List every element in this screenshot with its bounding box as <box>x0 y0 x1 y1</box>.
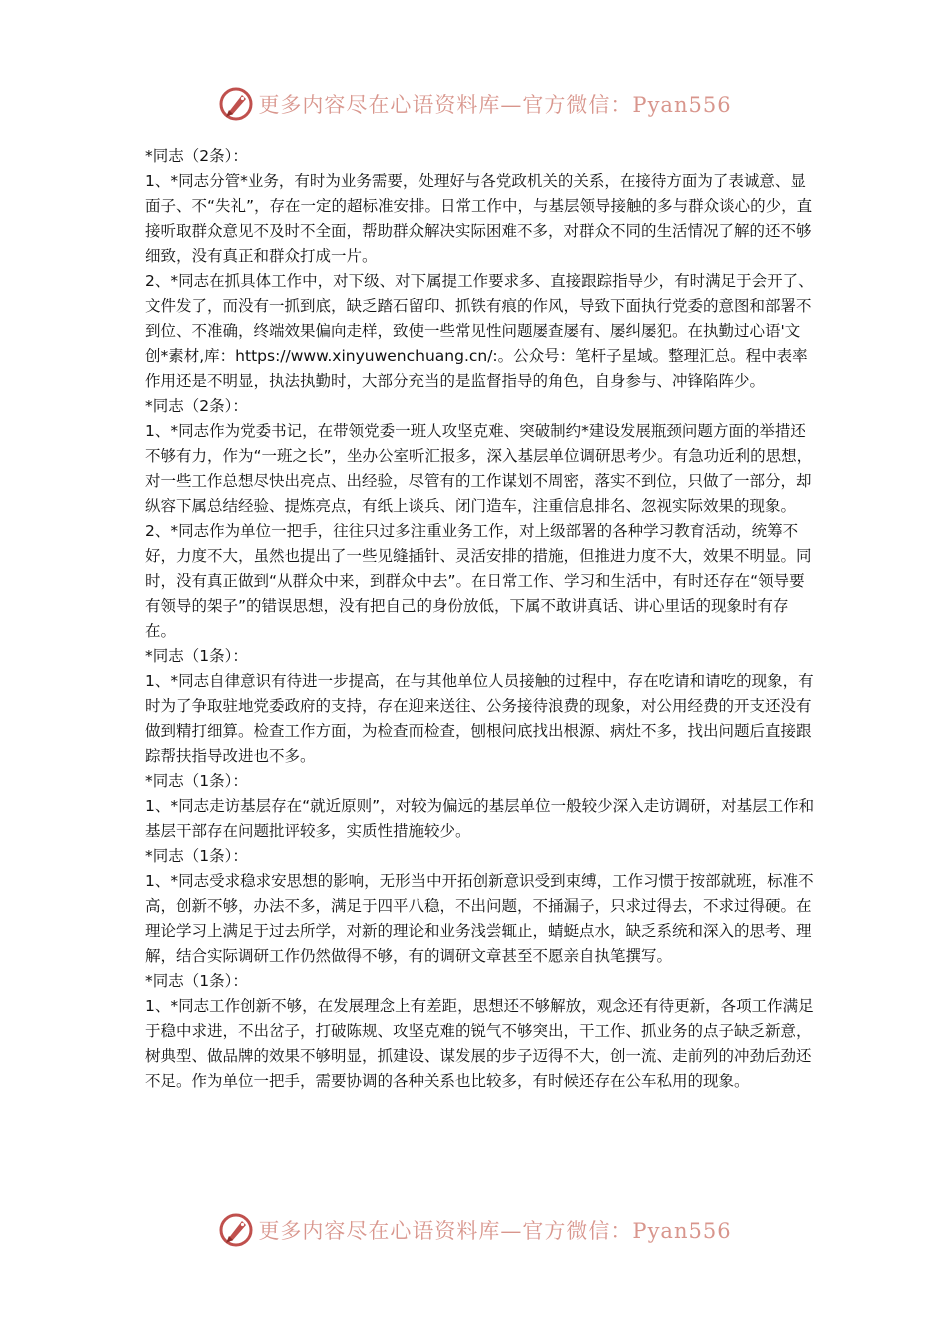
section-heading: *同志（1条）： <box>145 772 248 790</box>
paragraph: 1、*同志受求稳求安思想的影响，无形当中开拓创新意识受到束缚，工作习惯于按部就班，标准不高，创新不够，办法不多，满足于四平八稳，不出问题，不捅漏子，只求过得去，不求过得硬。在理论学习上满足于过去所学，对新的理论和业务浅尝辄止，蜻蜓点水，缺乏系统和深入的思考、理解，结合实际调研工作仍然做得不够，有的调研文章甚至不愿亲自执笔撰写。 <box>145 872 814 965</box>
paragraph: 2、*同志作为单位一把手，往往只过多注重业务工作，对上级部署的各种学习教育活动，统筹不好，力度不大，虽然也提出了一些见缝插针、灵活安排的措施，但推进力度不大，效果不明显。同时，没有真正做到“从群众中来，到群众中去”。在日常工作、学习和生活中，有时还存在“领导要有领导的架子”的错误思想，没有把自己的身份放低，下属不敢讲真话、讲心里话的现象时有存在。 <box>145 522 812 640</box>
section-heading: *同志（1条）： <box>145 847 248 865</box>
document-body <box>145 144 815 1094</box>
pen-nib-logo-icon <box>218 86 254 122</box>
pen-nib-logo-icon <box>218 1212 254 1248</box>
banner-text: 更多内容尽在心语资料库—官方微信：Pyan556 <box>258 93 732 117</box>
section-heading: *同志（1条）： <box>145 647 248 665</box>
section-heading: *同志（2条）： <box>145 147 248 165</box>
header-watermark-banner <box>0 84 950 124</box>
section-heading: *同志（2条）： <box>145 397 248 415</box>
paragraph: 2、*同志在抓具体工作中，对下级、对下属提工作要求多、直接跟踪指导少，有时满足于会开了、文件发了，而没有一抓到底，缺乏踏石留印、抓铁有痕的作风，导致下面执行党委的意图和部署不到位、不准确，终端效果偏向走样，致使一些常见性问题屡查屡有、屡纠屡犯。在执勤过心语'文创*素材,库：https://www.xinyuwenchuang.cn/:。公众号：笔杆子星域。整理汇总。程中表率作用还是不明显，执法执勤时，大部分充当的是监督指导的角色，自身参与、冲锋陷阵少。 <box>145 272 814 390</box>
paragraph: 1、*同志作为党委书记，在带领党委一班人攻坚克难、突破制约*建设发展瓶颈问题方面的举措还不够有力，作为“一班之长”，坐办公室听汇报多，深入基层单位调研思考少。有急功近利的思想，对一些工作总想尽快出亮点、出经验，尽管有的工作谋划不周密，落实不到位，只做了一部分，却纵容下属总结经验、提炼亮点，有纸上谈兵、闭门造车，注重信息排名、忽视实际效果的现象。 <box>145 422 813 515</box>
footer-watermark-banner <box>0 1210 950 1250</box>
banner-text: 更多内容尽在心语资料库—官方微信：Pyan556 <box>258 1219 732 1243</box>
paragraph: 1、*同志自律意识有待进一步提高，在与其他单位人员接触的过程中，存在吃请和请吃的现象，有时为了争取驻地党委政府的支持，存在迎来送往、公务接待浪费的现象，对公用经费的开支还没有做到精打细算。检查工作方面，为检查而检查，刨根问底找出根源、病灶不多，找出问题后直接跟踪帮扶指导改进也不多。 <box>145 672 814 765</box>
paragraph: 1、*同志走访基层存在“就近原则”，对较为偏远的基层单位一般较少深入走访调研，对基层工作和基层干部存在问题批评较多，实质性措施较少。 <box>145 797 815 840</box>
paragraph: 1、*同志分管*业务，有时为业务需要，处理好与各党政机关的关系，在接待方面为了表诚意、显面子、不“失礼”，存在一定的超标准安排。日常工作中，与基层领导接触的多与群众谈心的少，直接听取群众意见不及时不全面，帮助群众解决实际困难不多，对群众不同的生活情况了解的还不够细致，没有真正和群众打成一片。 <box>145 172 813 265</box>
section-heading: *同志（1条）： <box>145 972 248 990</box>
paragraph: 1、*同志工作创新不够，在发展理念上有差距，思想还不够解放，观念还有待更新，各项工作满足于稳中求进，不出岔子，打破陈规、攻坚克难的锐气不够突出，干工作、抓业务的点子缺乏新意，树典型、做品牌的效果不够明显，抓建设、谋发展的步子迈得不大，创一流、走前列的冲劲后劲还不足。作为单位一把手，需要协调的各种关系也比较多，有时候还存在公车私用的现象。 <box>145 997 814 1090</box>
